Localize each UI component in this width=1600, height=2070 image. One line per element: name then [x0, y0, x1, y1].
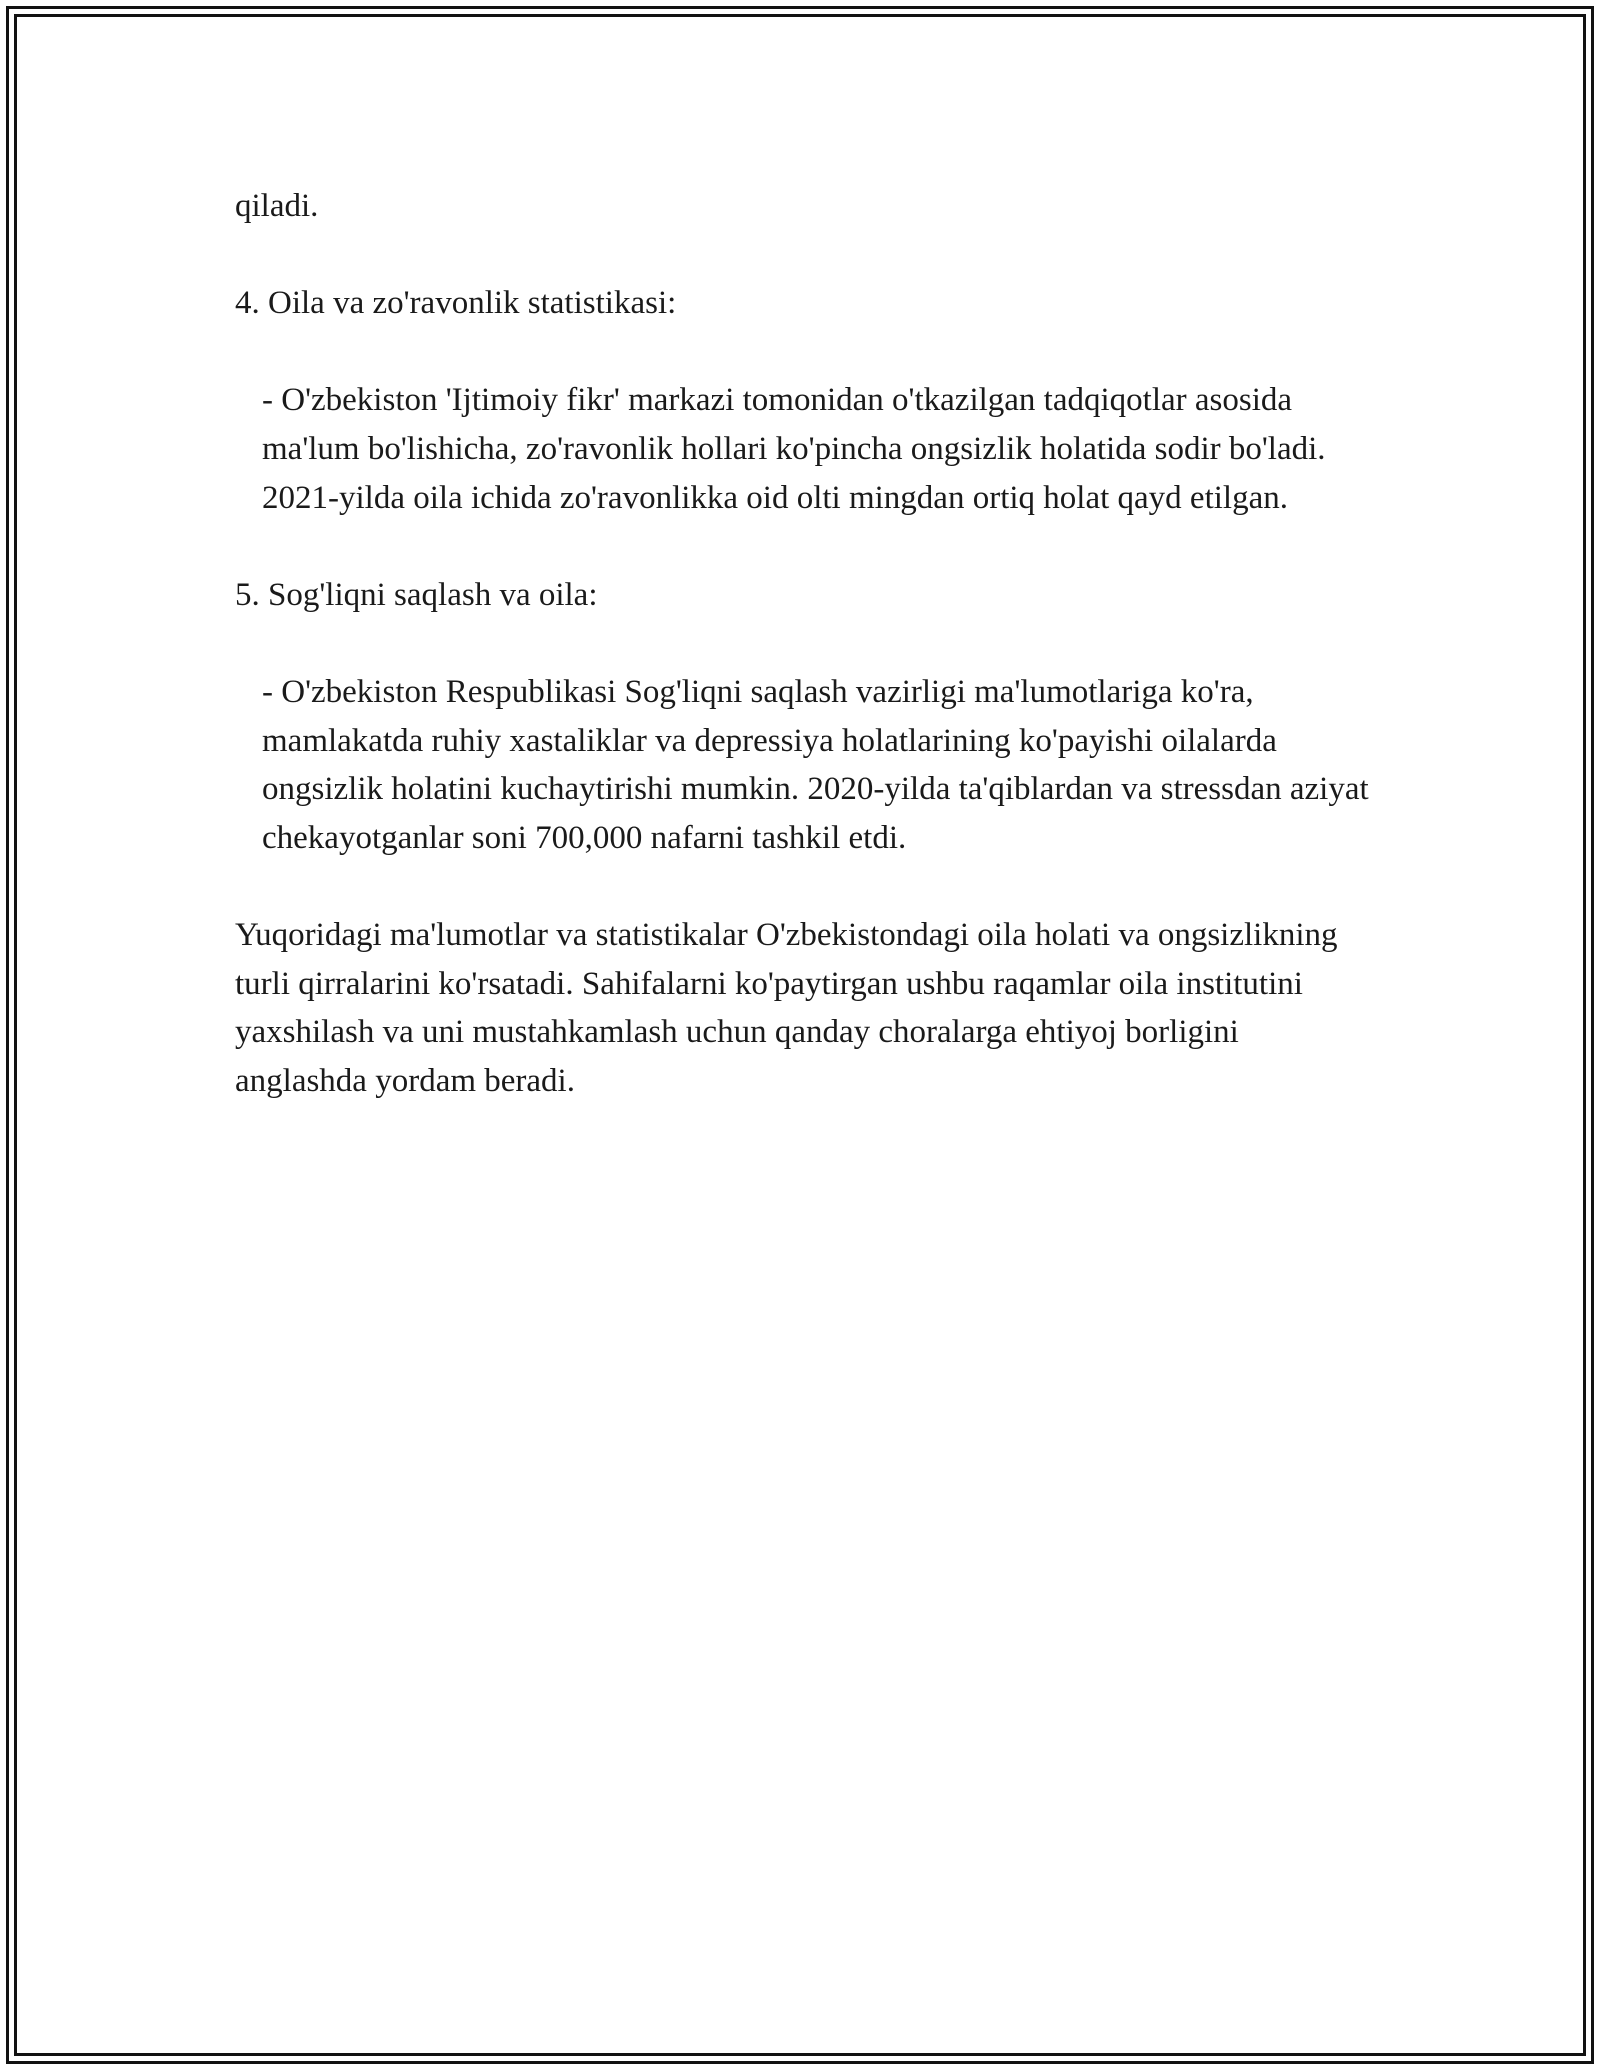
- document-body: [235, 182, 1375, 1154]
- section-4-item: - O'zbekiston 'Ijtimoiy fikr' markazi tomonidan o'tkazilgan tadqiqotlar asosida ma'lum bo'lishicha, zo'ravonlik hollari ko'pincha ongsizlik holatida sodir bo'ladi. 2021-yilda oila ichida zo'ravonlikka oid olti mingdan ortiq holat qayd etilgan.: [262, 382, 1334, 516]
- section-heading-5: 5. Sog'liqni saqlash va oila:: [235, 576, 598, 613]
- continuation-paragraph: qiladi.: [235, 188, 319, 224]
- conclusion-paragraph: Yuqoridagi ma'lumotlar va statistikalar O'zbekistondagi oila holati va ongsizlikning turli qirralarini ko'rsatadi. Sahifalarni ko'paytirgan ushbu raqamlar oila institutini yaxshilash va uni mustahkamlash uchun qanday choralarga ehtiyoj borligini anglashda yordam beradi.: [235, 916, 1346, 1099]
- section-5-item: - O'zbekiston Respublikasi Sog'liqni saqlash vazirligi ma'lumotlariga ko'ra, mamlakatda ruhiy xastaliklar va depressiya holatlarining ko'payishi oilalarda ongsizlik holatini kuchaytirishi mumkin. 2020-yilda ta'qiblardan va stressdan aziyat chekayotganlar soni 700,000 nafarni tashkil etdi.: [262, 673, 1377, 856]
- section-heading-4: 4. Oila va zo'ravonlik statistikasi:: [235, 285, 677, 322]
